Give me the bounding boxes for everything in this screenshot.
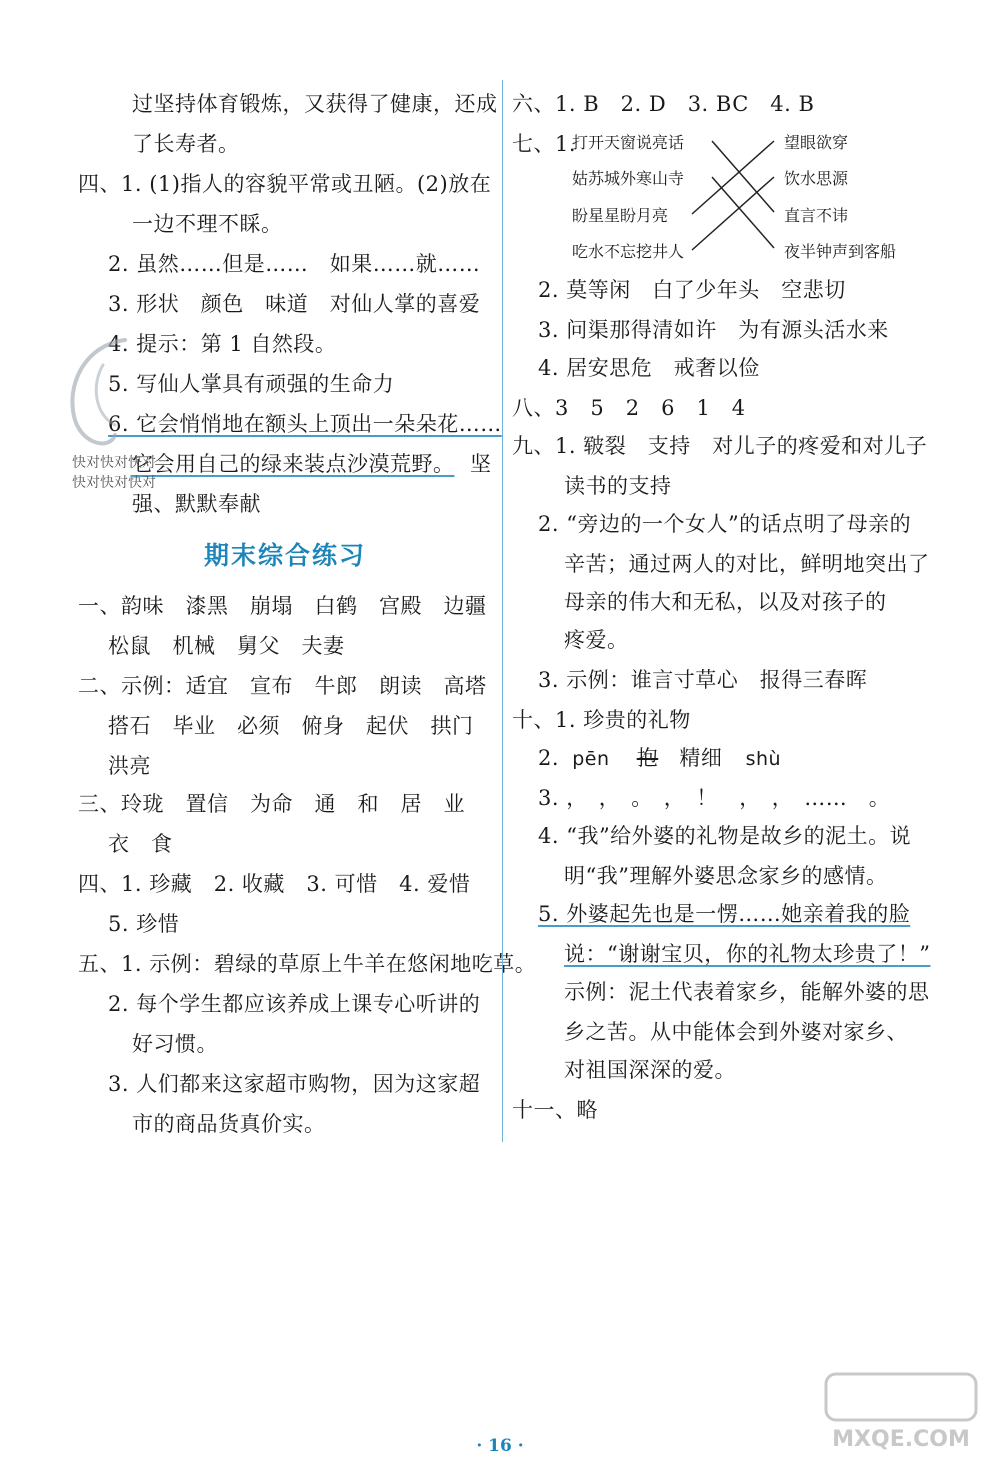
- answer-line: 洪亮: [108, 754, 151, 778]
- stamp-text: 快对快对快对: [72, 475, 156, 491]
- answer-line: 疼爱。: [564, 628, 629, 652]
- underlined-answer: 它会用自己的绿来装点沙漠荒野。: [132, 452, 455, 476]
- answer-line: 八、3 5 2 6 1 4: [512, 396, 746, 420]
- answer-line: 十、1. 珍贵的礼物: [512, 708, 691, 732]
- stamp-watermark-icon: [55, 325, 195, 465]
- page-number: · 16 ·: [476, 1436, 524, 1456]
- match-line: [692, 141, 774, 214]
- answer-line: 5. 写仙人掌具有顽强的生命力: [108, 372, 395, 396]
- answer-line: 辛苦；通过两人的对比，鲜明地突出了: [564, 552, 930, 576]
- answer-line: 六、1. B 2. D 3. BC 4. B: [512, 92, 815, 116]
- answer-line: 4. “我”给外婆的礼物是故乡的泥土。说: [538, 824, 912, 848]
- match-left-item: 盼星星盼月亮: [572, 206, 669, 225]
- answer-line: 衣 食: [108, 832, 173, 856]
- answer-line: 2. 莫等闲 白了少年头 空悲切: [538, 278, 846, 302]
- underlined-answer: 6. 它会悄悄地在额头上顶出一朵朵花……: [108, 412, 502, 436]
- answer-line: 5. 珍惜: [108, 912, 180, 936]
- match-left-item: 吃水不忘挖井人: [572, 242, 685, 261]
- match-line: [692, 177, 774, 250]
- answer-line: 坚: [470, 452, 492, 476]
- answer-line: 搭石 毕业 必须 俯身 起伏 拱门: [108, 714, 474, 738]
- site-watermark-icon: [816, 1368, 996, 1458]
- answer-line: 好习惯。: [132, 1032, 218, 1056]
- matching-lines: [512, 78, 942, 278]
- answer-line: 4. 居安思危 戒奢以俭: [538, 356, 760, 380]
- item-number: 2.: [538, 746, 560, 770]
- answer-line: 3. ， ， 。 ， ！ ， ， …… 。: [538, 786, 891, 810]
- answer-line: 四、1. 珍藏 2. 收藏 3. 可惜 4. 爱惜: [78, 872, 471, 896]
- column-divider: [502, 80, 503, 1142]
- pinyin-answer: pēn: [572, 748, 610, 770]
- answer-line: 二、示例：适宜 宣布 牛郎 朗读 高塔: [78, 674, 487, 698]
- underlined-answer: 5. 外婆起先也是一愣……她亲着我的脸: [538, 902, 911, 926]
- answer-line: 3. 形状 颜色 味道 对仙人掌的喜爱: [108, 292, 481, 316]
- answer-line: 一边不理不睬。: [132, 212, 283, 236]
- match-right-item: 望眼欲穿: [784, 133, 849, 152]
- answer-line: 四、1. (1)指人的容貌平常或丑陋。(2)放在: [78, 172, 492, 196]
- match-right-item: 夜半钟声到客船: [784, 242, 897, 261]
- answer-line: 读书的支持: [564, 474, 672, 498]
- stamp-text: 快对快对快对: [72, 455, 156, 471]
- answer-line: 2. 虽然……但是…… 如果……就……: [108, 252, 481, 276]
- match-left-item: 打开天窗说亮话: [572, 133, 685, 152]
- answer-line: 3. 问渠那得清如许 为有源头活水来: [538, 318, 889, 342]
- char-answer: 精细: [679, 746, 723, 770]
- answer-line: 乡之苦。从中能体会到外婆对家乡、: [564, 1020, 908, 1044]
- match-right-item: 饮水思源: [784, 169, 849, 188]
- answer-line: 3. 示例：谁言寸草心 报得三春晖: [538, 668, 868, 692]
- section-heading: 期末综合练习: [204, 541, 367, 570]
- answer-line: 2. “旁边的一个女人”的话点明了母亲的: [538, 512, 912, 536]
- answer-line: 2. 每个学生都应该养成上课专心听讲的: [108, 992, 481, 1016]
- answer-line: 九、1. 皲裂 支持 对儿子的疼爱和对儿子: [512, 434, 928, 458]
- answer-line: 一、韵味 漆黑 崩塌 白鹤 宫殿 边疆: [78, 594, 487, 618]
- underlined-answer: 说：“谢谢宝贝，你的礼物太珍贵了！”: [564, 942, 931, 966]
- match-line: [712, 141, 774, 212]
- answer-line: 市的商品货真价实。: [132, 1112, 326, 1136]
- answer-line: 十一、略: [512, 1098, 598, 1122]
- answer-line: 母亲的伟大和无私，以及对孩子的: [564, 590, 887, 614]
- pinyin-answer: shù: [745, 748, 782, 770]
- answer-line: 对祖国深深的爱。: [564, 1058, 736, 1082]
- answer-line: 过坚持体育锻炼，又获得了健康，还成: [132, 92, 498, 116]
- answer-line: 示例：泥土代表着家乡，能解外婆的思: [564, 980, 930, 1004]
- answer-line: 了长寿者。: [132, 132, 240, 156]
- answer-line: 三、玲珑 置信 为命 通 和 居 业: [78, 792, 465, 816]
- answer-line: 强、默默奉献: [132, 492, 261, 516]
- answer-line: 七、1.: [512, 132, 577, 156]
- answer-line: 4. 提示：第 1 自然段。: [108, 332, 337, 356]
- answer-line: 明“我”理解外婆思念家乡的感情。: [564, 864, 888, 888]
- match-left-item: 姑苏城外寒山寺: [572, 169, 685, 188]
- match-right-item: 直言不讳: [784, 206, 849, 225]
- answer-line: [538, 742, 781, 772]
- answer-line: 松鼠 机械 舅父 夫妻: [108, 634, 345, 658]
- watermark-text: MXQE.COM: [832, 1427, 970, 1452]
- answer-line: 3. 人们都来这家超市购物，因为这家超: [108, 1072, 481, 1096]
- crossed-answer: 抱: [636, 746, 659, 770]
- answer-line: 五、1. 示例：碧绿的草原上牛羊在悠闲地吃草。: [78, 952, 537, 976]
